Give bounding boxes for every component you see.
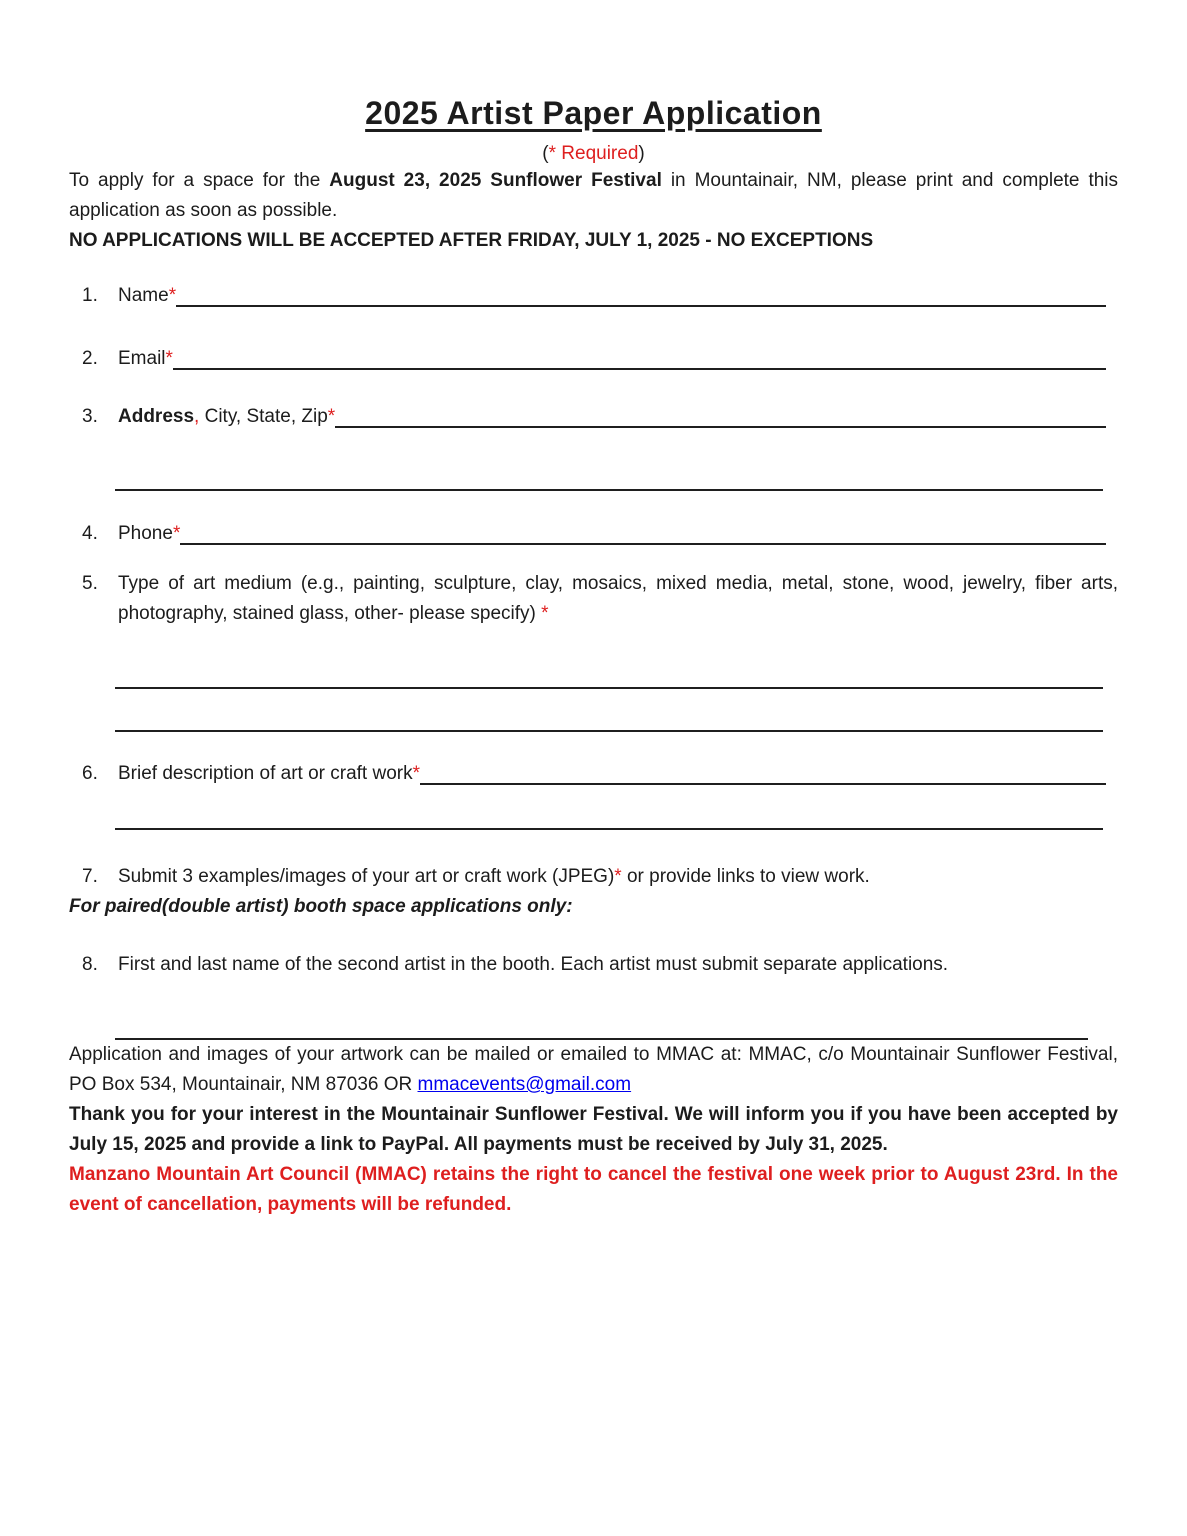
required-open-paren: ( [542,143,549,164]
field-label-text: Name [118,285,169,306]
field-label-text-2: or provide links to view work. [621,866,870,887]
field-number: 2. [82,348,98,369]
intro-run-2: in Mountainair, NM, please print and complete this application as soon as possible. [69,170,1119,221]
field-number: 5. [82,573,98,594]
answer-line-extra [115,687,1103,689]
field-row-name [69,281,1118,311]
cancellation-notice: Manzano Mountain Art Council (MMAC) retains the right to cancel the festival one week prior to August 23rd. In the event of cancellation, payments will be refunded. [69,1164,1118,1215]
required-asterisk: * [412,763,421,784]
required-close-paren: ) [638,143,645,164]
answer-line-extra [115,730,1103,732]
answer-line [335,426,1106,428]
field-label-text: Phone [118,523,173,544]
answer-line [173,368,1106,370]
mailing-instructions [69,1040,1118,1100]
page-title: 2025 Artist Paper Application [365,95,822,131]
field-label [118,281,176,311]
required-asterisk: * [541,603,549,624]
field-label [118,759,420,789]
field-label-text: City, State, Zip [199,406,328,427]
field-label [118,519,180,549]
answer-line [420,783,1106,785]
field-label [118,569,1118,629]
required-asterisk: * [165,348,173,369]
intro-run-1: To apply for a space for the [69,170,330,191]
field-number: 6. [82,763,98,784]
answer-line-extra [115,828,1103,830]
field-number: 7. [82,866,98,887]
answer-line [176,305,1106,307]
intro-paragraph [69,166,1118,226]
field-label-bold: Address [118,406,195,427]
email-link[interactable]: mmacevents@gmail.com [417,1074,632,1095]
mailing-text: Application and images of your artwork can be mailed or emailed to MMAC at: MMAC, c/o Mountainair Sunflower Festival, PO Box 534, Mountainair, NM 87036 OR [69,1044,1118,1095]
field-row-description [69,759,1118,789]
required-asterisk: * [614,866,622,887]
required-note [69,142,1118,166]
field-number: 8. [82,954,98,975]
deadline-notice: NO APPLICATIONS WILL BE ACCEPTED AFTER FRIDAY, JULY 1, 2025 - NO EXCEPTIONS [69,230,874,251]
required-label: * Required [548,143,639,164]
field-label [118,344,173,374]
field-label [118,862,1118,892]
field-row-art-medium [69,569,1118,629]
field-label [118,402,335,432]
field-label: First and last name of the second artist in the booth. Each artist must submit separate applications. [118,954,949,975]
thank-you-note: Thank you for your interest in the Mountainair Sunflower Festival. We will inform you if you have been accepted by July 15, 2025 and provide a link to PayPal. All payments must be received by July 31, 2025. [69,1104,1118,1155]
required-asterisk: * [327,406,336,427]
field-label-text: Submit 3 examples/images of your art or craft work (JPEG) [118,866,615,887]
field-row-phone [69,519,1118,549]
field-row-examples [69,862,1118,892]
field-number: 3. [82,406,98,427]
field-label-text: Brief description of art or craft work [118,763,413,784]
field-row-second-artist [69,950,1118,980]
paired-booth-note: For paired(double artist) booth space applications only: [69,896,573,917]
festival-date-bold: August 23, 2025 Sunflower Festival [329,170,662,191]
red-comma: , [194,406,200,427]
field-row-email [69,344,1118,374]
answer-line-extra [115,489,1103,491]
field-label-text: Type of art medium (e.g., painting, sculpture, clay, mosaics, mixed media, metal, stone, wood, jewelry, fiber arts, photography, stained glass, other- please specify) [118,573,1118,624]
required-asterisk: * [168,285,177,306]
field-number: 4. [82,523,98,544]
field-row-address [69,402,1118,432]
field-number: 1. [82,285,98,306]
answer-line [180,543,1106,545]
field-label-text: Email [118,348,166,369]
required-asterisk: * [172,523,181,544]
